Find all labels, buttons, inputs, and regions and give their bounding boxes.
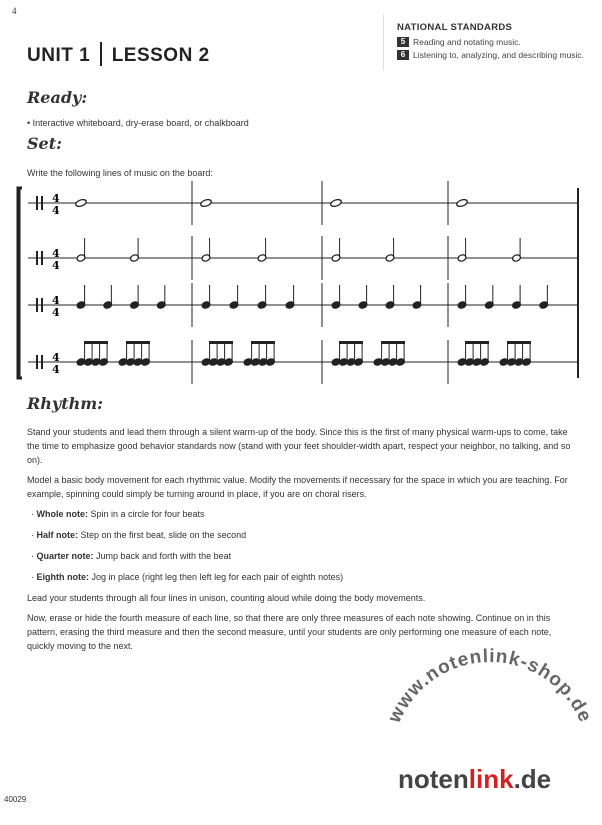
eighth-beam [251,341,275,344]
percussion-clef [36,251,38,265]
percussion-clef [36,298,38,312]
bullet-text: Step on the first beat, slide on the second [78,530,247,540]
standard-item [397,50,602,60]
set-text: Write the following lines of music on the board: [27,168,213,178]
percussion-clef [41,196,43,210]
bullet-term: Eighth note: [36,572,89,582]
rhythm-paragraph: Model a basic body movement for each rhythmic value. Modify the movements if necessary for the space in which you are teaching. For example, spinning could simply be turning around in place, if you are on choral risers. [27,475,568,499]
eighth-beam [507,341,531,344]
national-standards-box [383,14,602,70]
standard-text: Listening to, analyzing, and describing music. [413,50,585,60]
whole-note [200,198,212,207]
bullet-eighth: · Eighth note: Jog in place (right leg then left leg for each pair of eighth notes) [31,572,344,582]
time-signature-top: 4 [52,247,60,260]
logo-part: .de [513,764,552,794]
ready-item: • Interactive whiteboard, dry-erase board, or chalkboard [27,118,249,128]
rhythm-paragraph: Stand your students and lead them through a silent warm-up of the body. Since this is the first of many physical warm-ups to come, take the time to emphasize good behavior standards now (stand with your feet shoulder-width apart, respect your neighbor, no talking, and so on). [27,427,571,465]
time-signature-bottom: 4 [52,306,60,319]
percussion-clef [36,196,38,210]
logo-part: link [468,764,514,794]
ready-heading: Ready: [27,88,88,107]
percussion-clef [41,355,43,369]
bullet-text: Jog in place (right leg then left leg for each pair of eighth notes) [89,572,344,582]
whole-note [330,198,342,207]
standard-text: Reading and notating music. [413,37,521,47]
eighth-beam [209,341,233,344]
set-heading: Set: [27,134,63,153]
rhythm-paragraph: Now, erase or hide the fourth measure of each line, so that there are only three measures of each note showing. Continue on in this pattern, erasing the third measure and then the second measure, until your students are only performing one measure of each note, quickly moving to the next. [27,613,552,651]
watermark-ring-text: www.notenlink-shop.de [384,645,596,727]
standard-badge-icon: 5 [397,37,409,47]
bullet-quarter: · Quarter note: Jump back and forth with the beat [31,551,232,561]
eighth-beam [126,341,150,344]
whole-note [75,198,87,207]
whole-note [456,198,468,207]
percussion-clef [41,251,43,265]
rhythm-heading: Rhythm: [27,394,104,413]
time-signature-bottom: 4 [52,363,60,376]
logo-part: noten [398,764,469,794]
eighth-beam [381,341,405,344]
page-title [27,42,210,67]
time-signature-bottom: 4 [52,259,60,272]
bullet-term: Quarter note: [36,551,94,561]
percussion-clef [36,355,38,369]
rhythm-paragraph: Lead your students through all four lines in unison, counting aloud while doing the body movements. [27,593,426,603]
lesson-label: LESSON 2 [111,45,210,66]
bullet-text: Jump back and forth with the beat [93,551,232,561]
standard-badge-icon: 6 [397,50,409,60]
eighth-beam [84,341,108,344]
bullet-text: Spin in a circle for four beats [88,509,205,519]
rhythm-staff [0,180,602,385]
rhythm-body [27,425,577,659]
unit-label: UNIT 1 [27,45,91,66]
watermark-ring [380,640,602,765]
percussion-clef [41,298,43,312]
page-number: 4 [12,6,17,16]
eighth-beam [339,341,363,344]
notenlink-logo [398,764,551,794]
footer-code: 40029 [4,795,27,804]
time-signature-bottom: 4 [52,204,60,217]
eighth-beam [465,341,489,344]
time-signature-top: 4 [52,192,60,205]
standards-title: NATIONAL STANDARDS [397,22,513,33]
bullet-half: · Half note: Step on the first beat, slide on the second [31,530,247,540]
bullet-term: Half note: [36,530,78,540]
title-divider [100,42,102,66]
time-signature-top: 4 [52,294,60,307]
standard-item [397,37,602,47]
bullet-whole: · Whole note: Spin in a circle for four beats [31,509,205,519]
time-signature-top: 4 [52,351,60,364]
bullet-term: Whole note: [36,509,88,519]
